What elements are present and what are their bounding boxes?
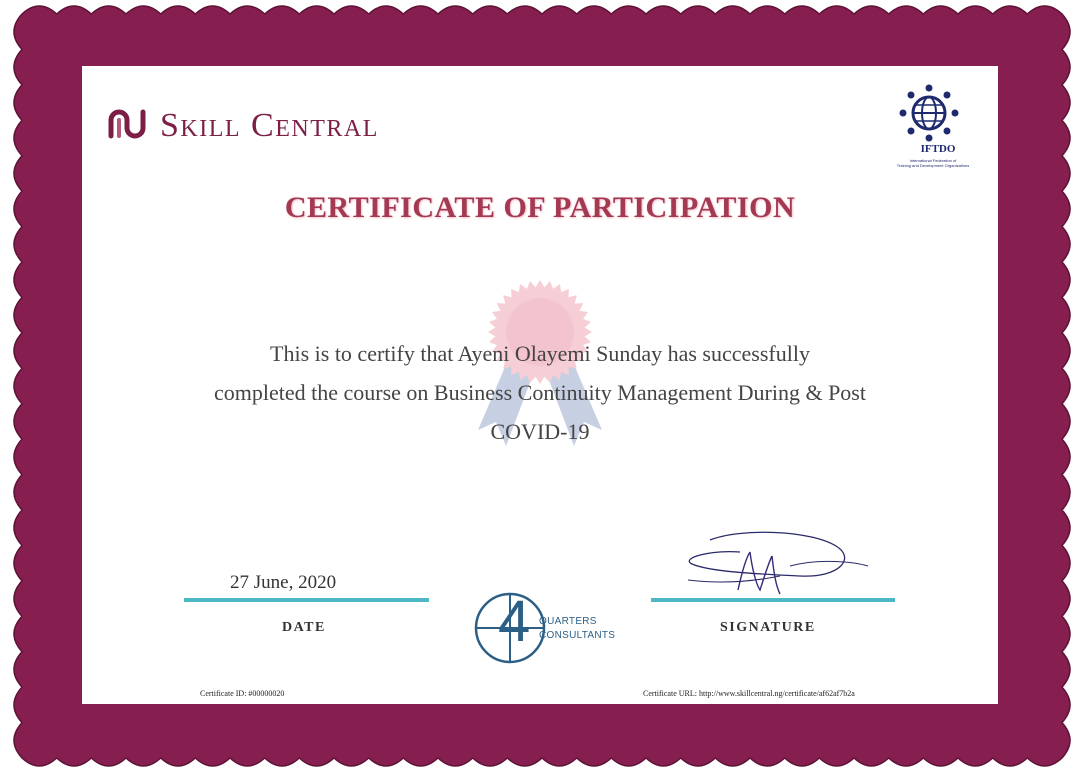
certificate-title: CERTIFICATE OF PARTICIPATION [284,191,796,224]
statement-line-3: COVID-19 [490,419,590,444]
iftdo-subtitle [866,158,1000,168]
statement-line-2: completed the course on Business Continuity Management During & Post [214,380,866,405]
certificate-statement [120,334,960,451]
skill-central-logo-icon [106,106,148,142]
signature-caption: SIGNATURE [720,620,816,635]
certificate-url[interactable]: Certificate URL: http://www.skillcentral.ng/certificate/af62af7b2a [643,689,855,698]
partner-logo-line1: QUARTERS [539,616,597,627]
brand-name: Skill Central [160,107,379,144]
partner-logo-line2: CONSULTANTS [539,630,616,641]
statement-line-1: This is to certify that Ayeni Olayemi Sunday has successfully [270,341,810,366]
iftdo-subtitle-line1: International Federation of [909,158,957,163]
certificate-id: Certificate ID: #00000020 [200,689,285,698]
iftdo-globe-icon [898,84,960,142]
date-caption: DATE [282,620,326,635]
signature-line [651,598,895,602]
date-value: 27 June, 2020 [230,572,337,593]
iftdo-label: IFTDO [920,143,956,155]
partner-logo-number: 4 [498,589,531,654]
date-line [184,598,429,602]
signature-image [680,528,870,602]
iftdo-subtitle-line2: Training and Development Organizations [896,163,970,168]
